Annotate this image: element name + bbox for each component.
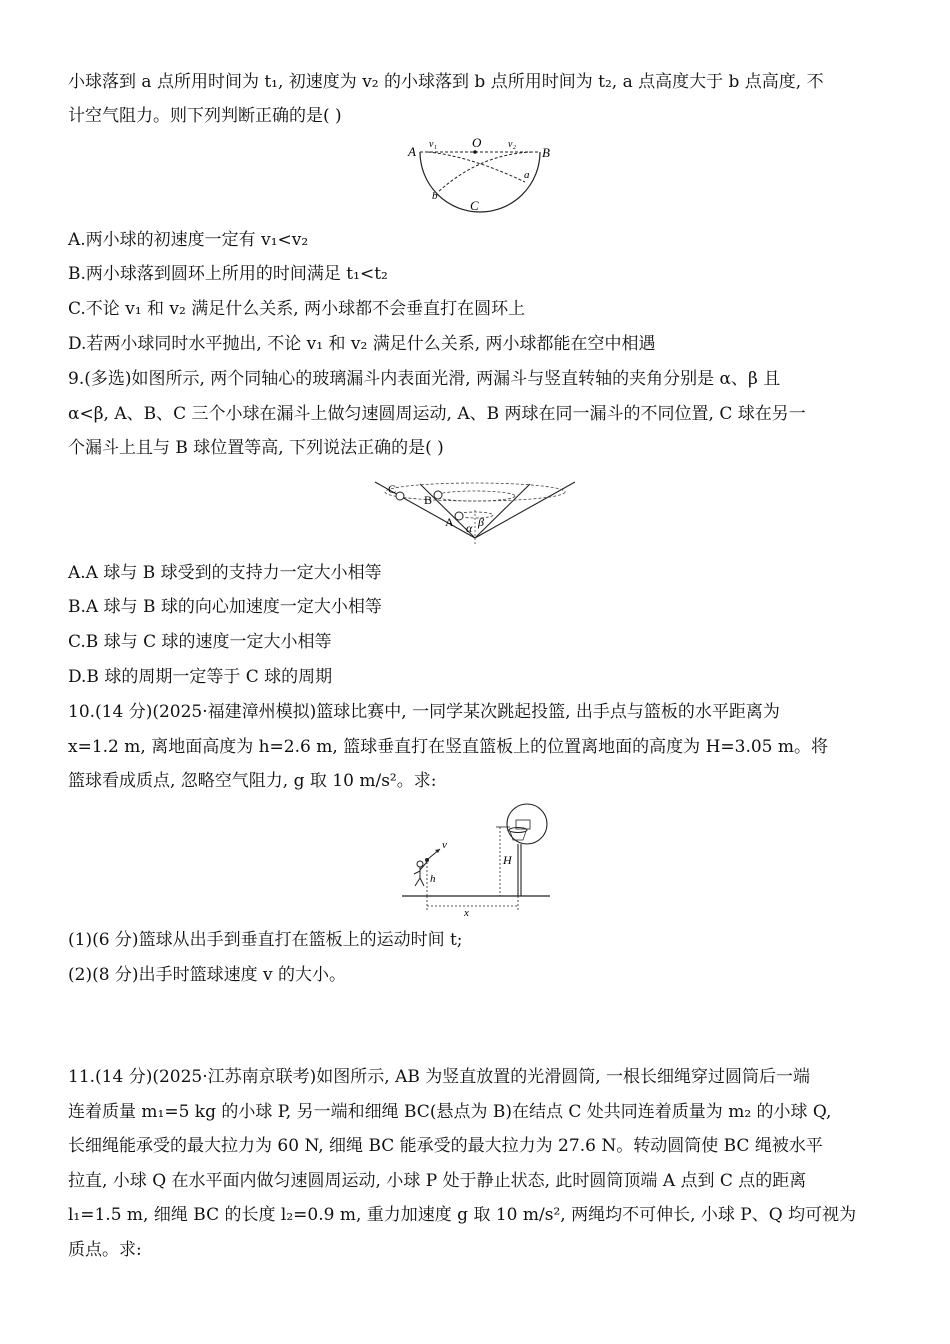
outer-orbit-ellipse: [385, 483, 565, 501]
label-h-lower: h: [430, 873, 436, 885]
label-beta: β: [478, 515, 484, 529]
q10-text-line-3: 篮球看成质点, 忽略空气阻力, g 取 10 m/s²。求:: [68, 771, 437, 791]
label-a: A: [445, 515, 454, 529]
q9-option-c: C.B 球与 C 球的速度一定大小相等: [68, 632, 332, 652]
hoop-rim: [509, 828, 527, 833]
trajectory-b: [438, 152, 532, 192]
q11-text-line-3: 长细绳能承受的最大拉力为 60 N, 细绳 BC 能承受的最大拉力为 27.6 N。转动圆筒使 BC 绳被水平: [68, 1136, 823, 1156]
label-v2: v₂: [508, 139, 516, 150]
label-x: x: [464, 907, 469, 918]
backboard: [507, 804, 547, 844]
label-v1: v₁: [429, 139, 437, 150]
q11-text-line-2: 连着质量 m₁=5 kg 的小球 P, 另一端和细绳 BC(悬点为 B)在结点 C 处共同连着质量为 m₂ 的小球 Q,: [68, 1102, 832, 1122]
ball-b: [434, 491, 442, 499]
q10-text-line-2: x=1.2 m, 离地面高度为 h=2.6 m, 篮球垂直打在竖直篮板上的位置离地面的高度为 H=3.05 m。将: [68, 737, 829, 757]
q10-text-line-1: 10.(14 分)(2025·福建漳州模拟)篮球比赛中, 一同学某次跳起投篮, 出手点与篮板的水平距离为: [68, 702, 780, 722]
q10-subquestion-2: (2)(8 分)出手时篮球速度 v 的大小。: [68, 965, 346, 985]
q9-option-b: B.A 球与 B 球的向心加速度一定大小相等: [68, 597, 382, 617]
label-a-upper: A: [408, 144, 416, 159]
player-body: [414, 862, 427, 886]
inner-orbit-b-ellipse: [435, 491, 515, 501]
outer-funnel-right: [475, 482, 575, 538]
ball-a: [455, 512, 463, 520]
q11-text-line-4: 拉直, 小球 Q 在水平面内做匀速圆周运动, 小球 P 处于静止状态, 此时圆筒顶端 A 点到 C 点的距离: [68, 1171, 807, 1191]
q8-option-d: D.若两小球同时水平抛出, 不论 v₁ 和 v₂ 满足什么关系, 两小球都能在空中相遇: [68, 334, 656, 354]
q10-basketball-figure: [400, 800, 555, 918]
q9-text-line-2: α<β, A、B、C 三个小球在漏斗上做匀速圆周运动, A、B 两球在同一漏斗的不同位置, C 球在另一: [68, 404, 806, 424]
label-b: B: [424, 493, 433, 507]
q8-semicircle-figure: [400, 134, 560, 214]
q8-option-a: A.两小球的初速度一定有 v₁<v₂: [68, 230, 309, 250]
q11-text-line-1: 11.(14 分)(2025·江苏南京联考)如图所示, AB 为竖直放置的光滑圆筒, 一根长细绳穿过圆筒后一端: [68, 1067, 811, 1087]
label-a-lower: a: [524, 169, 530, 181]
q8-option-c: C.不论 v₁ 和 v₂ 满足什么关系, 两小球都不会垂直打在圆环上: [68, 299, 526, 319]
q9-text-line-1: 9.(多选)如图所示, 两个同轴心的玻璃漏斗内表面光滑, 两漏斗与竖直转轴的夹角分别是 α、β 且: [68, 369, 781, 389]
label-h-upper: H: [503, 853, 512, 867]
q9-funnel-figure: [370, 474, 580, 548]
trajectory-a: [428, 152, 525, 182]
q10-subquestion-1: (1)(6 分)篮球从出手到垂直打在篮板上的运动时间 t;: [68, 930, 463, 950]
player-head: [417, 861, 423, 867]
q11-text-line-6: 质点。求:: [68, 1240, 142, 1260]
semicircle-ring: [420, 152, 540, 212]
label-b-upper: B: [542, 145, 550, 160]
label-c: C: [388, 482, 397, 496]
center-point-o: [473, 150, 477, 154]
q9-text-line-3: 个漏斗上且与 B 球位置等高, 下列说法正确的是( ): [68, 438, 444, 458]
q8-text-line-2: 计空气阻力。则下列判断正确的是( ): [68, 106, 342, 126]
q9-option-a: A.A 球与 B 球受到的支持力一定大小相等: [68, 563, 382, 583]
q8-text-line-1: 小球落到 a 点所用时间为 t₁, 初速度为 v₂ 的小球落到 b 点所用时间为 t₂, a 点高度大于 b 点高度, 不: [68, 72, 824, 92]
q9-option-d: D.B 球的周期一定等于 C 球的周期: [68, 667, 333, 687]
q8-option-b: B.两小球落到圆环上所用的时间满足 t₁<t₂: [68, 264, 388, 284]
label-c: C: [470, 198, 479, 213]
label-v: v: [442, 839, 447, 851]
label-o: O: [472, 135, 482, 150]
label-alpha: α: [466, 521, 473, 535]
q11-text-line-5: l₁=1.5 m, 细绳 BC 的长度 l₂=0.9 m, 重力加速度 g 取 10 m/s², 两绳均不可伸长, 小球 P、Q 均可视为: [68, 1205, 857, 1225]
ball-c: [396, 492, 404, 500]
label-b-lower: b: [432, 190, 438, 202]
